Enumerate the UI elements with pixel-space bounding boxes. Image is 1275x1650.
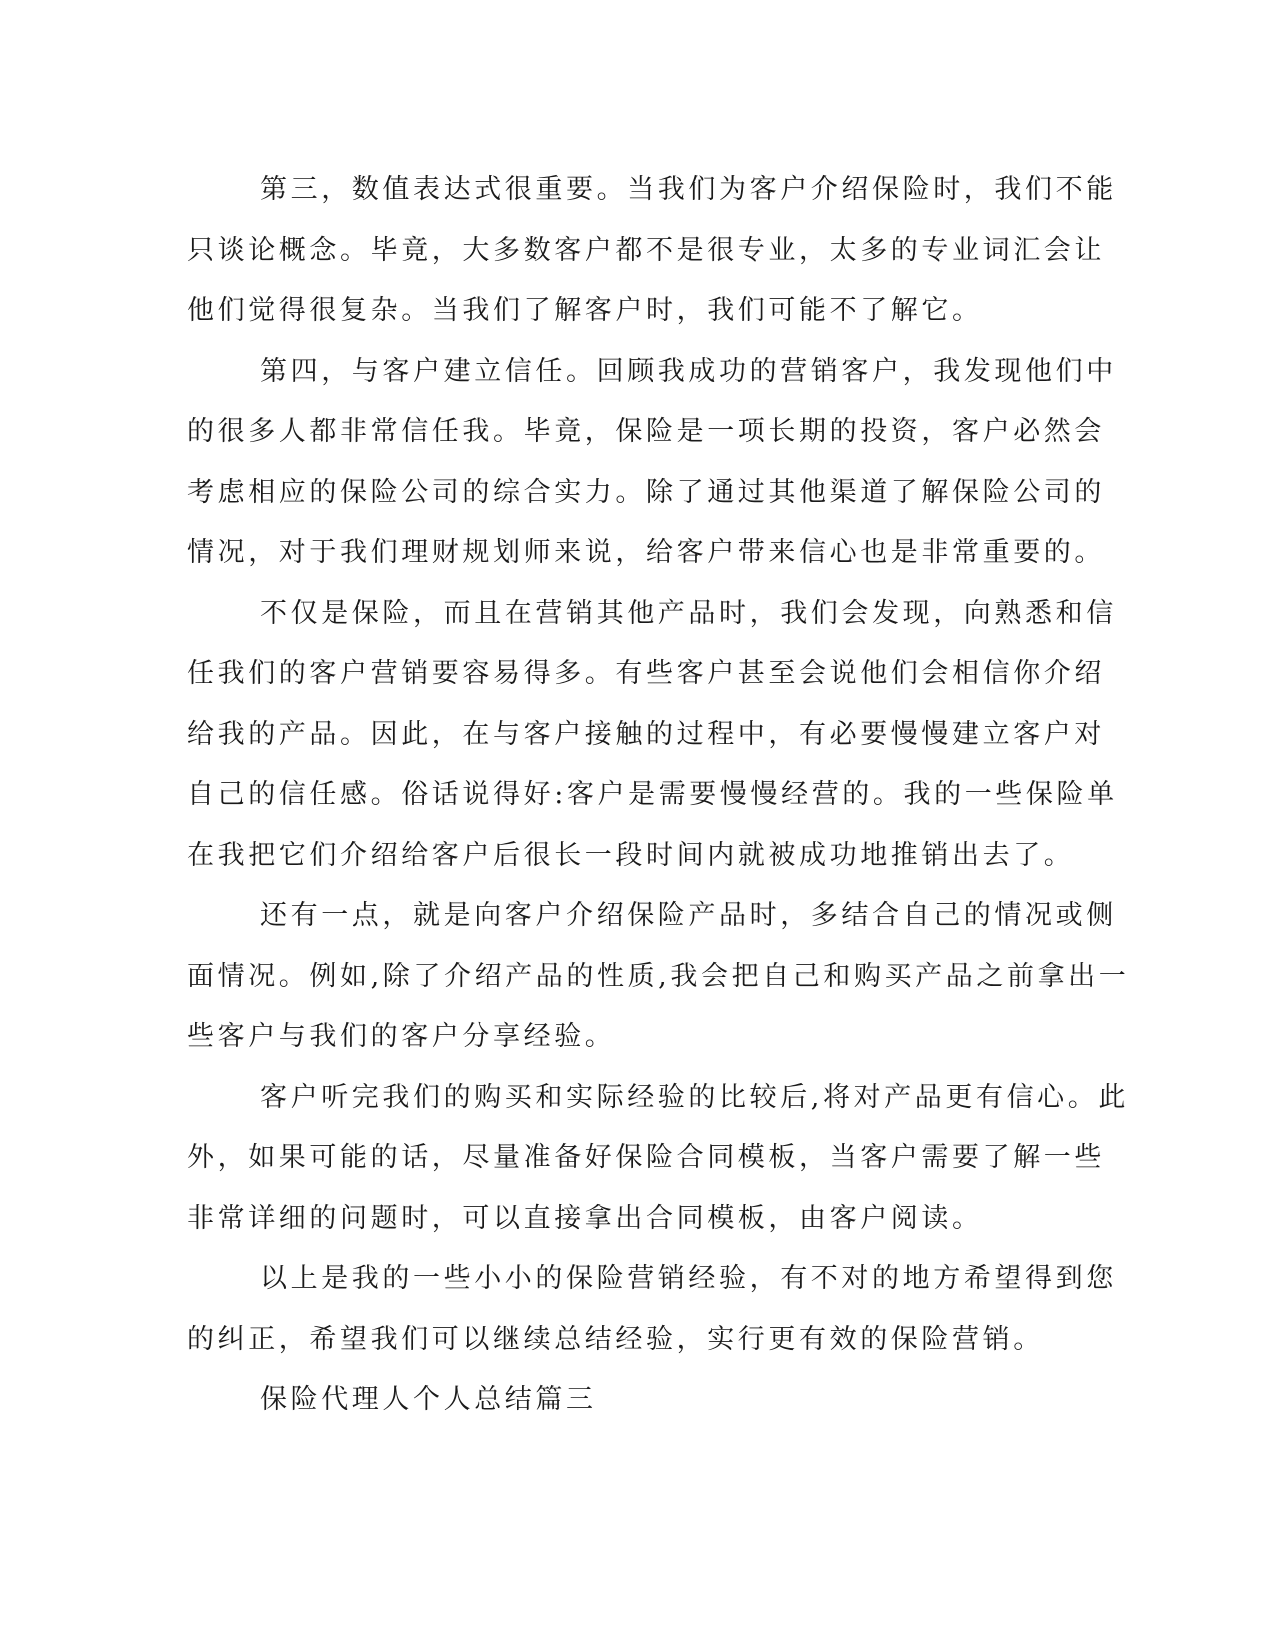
text-line: 外，如果可能的话，尽量准备好保险合同模板，当客户需要了解一些 (187, 1142, 1105, 1173)
paragraph-fourth-point (187, 342, 1117, 584)
text-line: 只谈论概念。毕竟，大多数客户都不是很专业，太多的专业词汇会让 (187, 234, 1105, 266)
text-line: 客户听完我们的购买和实际经验的比较后,将对产品更有信心。此 (260, 1081, 1129, 1113)
paragraph-conclusion (187, 1249, 1117, 1370)
text-line: 非常详细的问题时，可以直接拿出合同模板，由客户阅读。 (187, 1202, 983, 1234)
text-line: 的很多人都非常信任我。毕竟，保险是一项长期的投资，客户必然会 (187, 416, 1105, 447)
document-body (187, 160, 1130, 1431)
text-line: 情况，对于我们理财规划师来说，给客户带来信心也是非常重要的。 (187, 537, 1105, 568)
paragraph-other-products (187, 584, 1118, 887)
text-line: 在我把它们介绍给客户后很长一段时间内就被成功地推销出去了。 (187, 839, 1075, 871)
text-line: 些客户与我们的客户分享经验。 (187, 1021, 616, 1052)
text-line: 的纠正，希望我们可以继续总结经验，实行更有效的保险营销。 (187, 1323, 1044, 1355)
text-line: 自己的信任感。俗话说得好:客户是需要慢慢经营的。我的一些保险单 (187, 779, 1118, 810)
text-line: 考虑相应的保险公司的综合实力。除了通过其他渠道了解保险公司的 (187, 476, 1105, 508)
text-line: 以上是我的一些小小的保险营销经验，有不对的地方希望得到您 (260, 1263, 1117, 1294)
paragraph-third-point (187, 160, 1117, 342)
paragraph-contract-template (187, 1068, 1129, 1250)
text-line: 第三，数值表达式很重要。当我们为客户介绍保险时，我们不能 (260, 174, 1117, 205)
text-line: 保险代理人个人总结篇三 (260, 1384, 597, 1415)
text-line: 不仅是保险，而且在营销其他产品时，我们会发现，向熟悉和信 (260, 597, 1117, 629)
text-line: 他们觉得很复杂。当我们了解客户时，我们可能不了解它。 (187, 295, 983, 326)
text-line: 还有一点，就是向客户介绍保险产品时，多结合自己的情况或侧 (260, 900, 1117, 931)
text-line: 第四，与客户建立信任。回顾我成功的营销客户，我发现他们中 (260, 355, 1117, 387)
paragraph-own-situation (187, 886, 1130, 1068)
text-line: 给我的产品。因此，在与客户接触的过程中，有必要慢慢建立客户对 (187, 718, 1105, 750)
section-heading (187, 1370, 1087, 1431)
text-line: 任我们的客户营销要容易得多。有些客户甚至会说他们会相信你介绍 (187, 658, 1105, 689)
text-line: 面情况。例如,除了介绍产品的性质,我会把自己和购买产品之前拿出一 (187, 960, 1130, 992)
